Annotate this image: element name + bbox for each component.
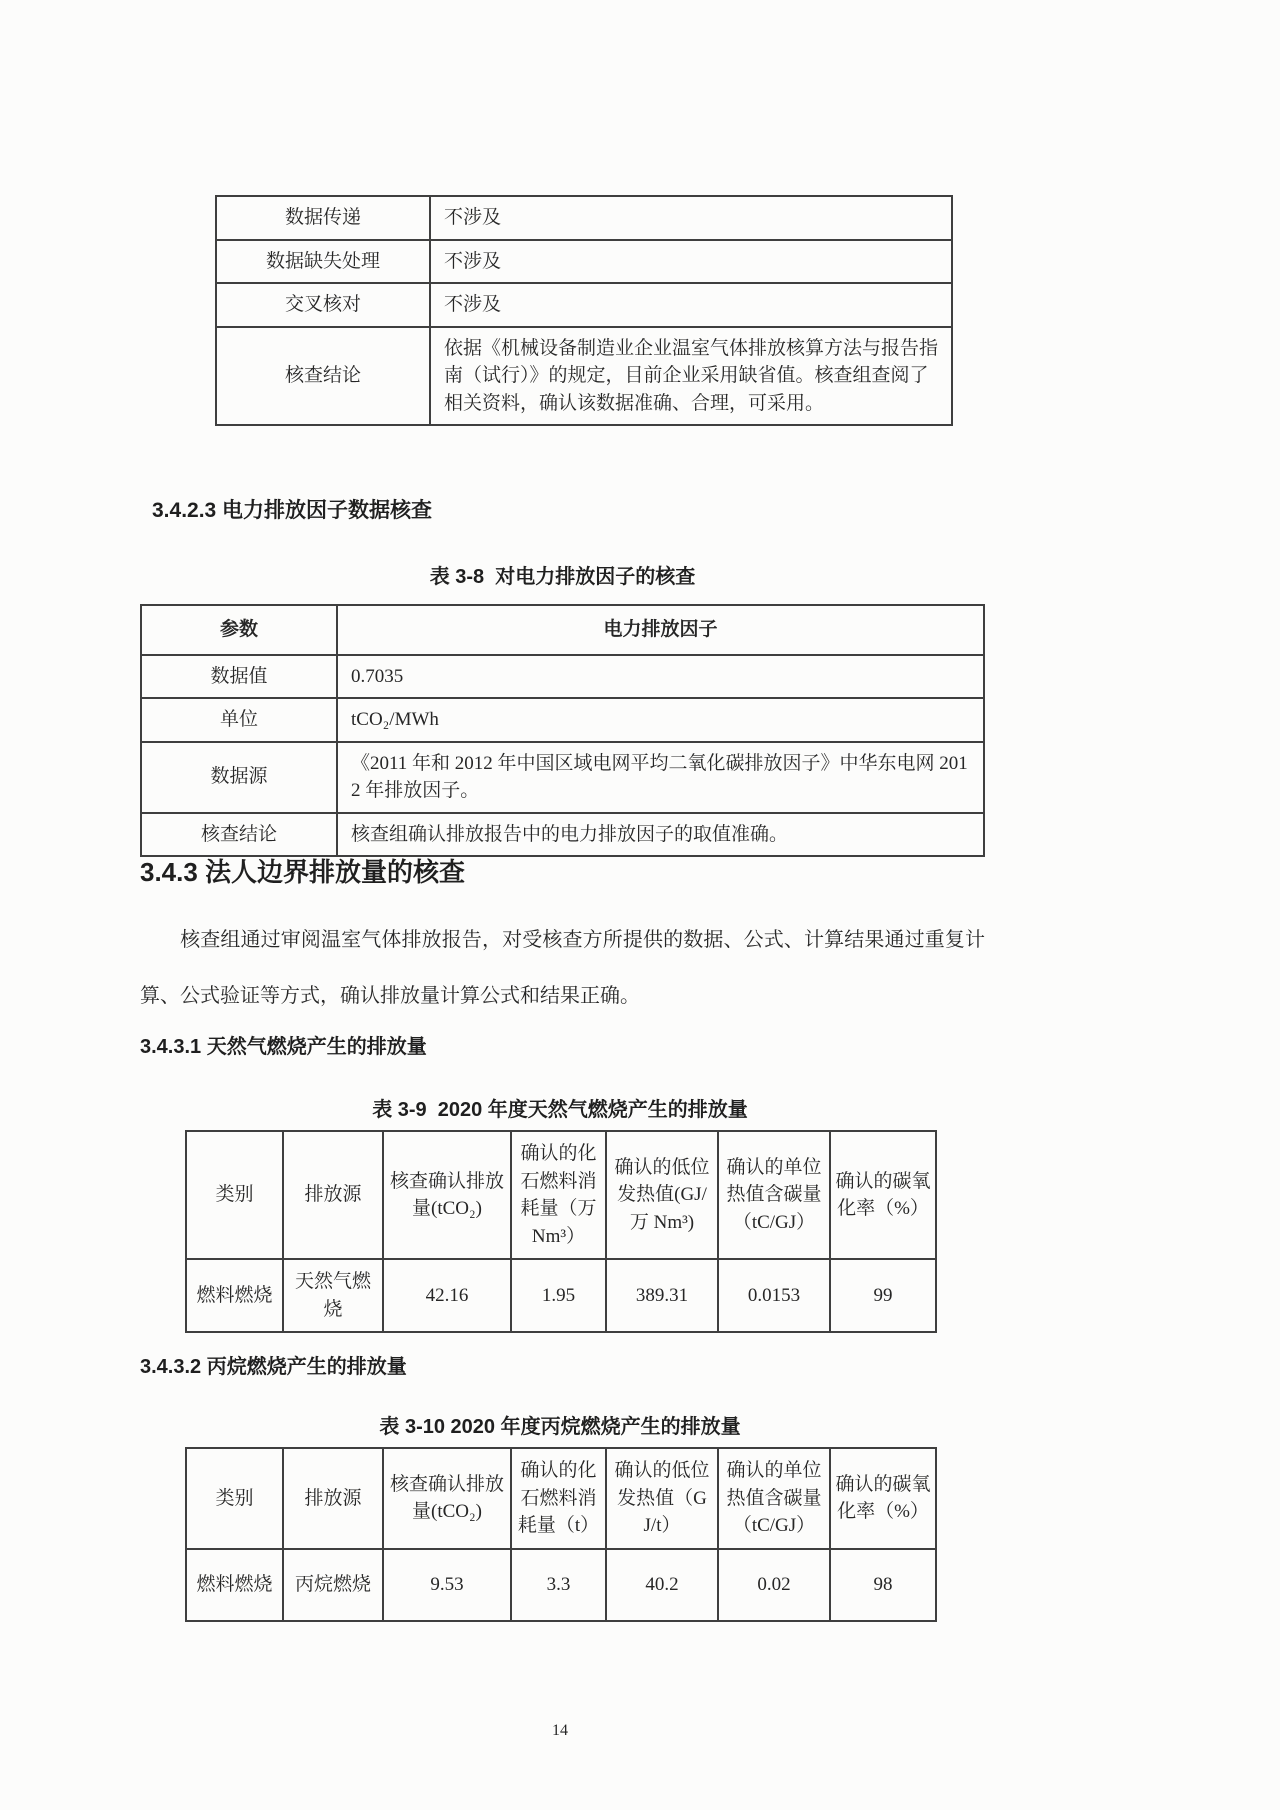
row-value: 依据《机械设备制造业企业温室气体排放核算方法与报告指南（试行）》的规定，目前企业采用缺省值。核查组查阅了相关资料，确认该数据准确、合理，可采用。 (430, 327, 952, 426)
cell-fuel-consumption: 3.3 (511, 1549, 606, 1621)
col-header: 类别 (186, 1448, 283, 1549)
col-header: 确认的化石燃料消耗量（t） (511, 1448, 606, 1549)
table-row (216, 327, 952, 426)
col-header: 核查确认排放量(tCO₂) (383, 1131, 511, 1259)
table-header-row (186, 1131, 936, 1259)
table-row (216, 240, 952, 284)
table-row (141, 813, 984, 857)
table-header-row (186, 1448, 936, 1549)
col-header: 排放源 (283, 1448, 383, 1549)
row-label: 数据源 (141, 742, 337, 813)
table-row (141, 655, 984, 699)
cell-carbon-content: 0.0153 (718, 1259, 830, 1332)
section-heading-3-4-2-3: 3.4.2.3 电力排放因子数据核查 (152, 499, 433, 522)
table-row (141, 742, 984, 813)
row-value: tCO₂/MWh (337, 698, 984, 742)
section-heading-3-4-3-1: 3.4.3.1 天然气燃烧产生的排放量 (140, 1036, 427, 1058)
table-data-row (186, 1259, 936, 1332)
col-header: 确认的碳氧化率（%） (830, 1448, 936, 1549)
paragraph-line-2: 重复计算、公式验证等方式，确认排放量计算公式和结果正确。 (140, 929, 985, 1007)
cell-category: 燃料燃烧 (186, 1259, 283, 1332)
col-header: 类别 (186, 1131, 283, 1259)
cell-heating-value: 389.31 (606, 1259, 718, 1332)
paragraph-line-1: 核查组通过审阅温室气体排放报告，对受核查方所提供的数据、公式、计算结果通过 (180, 929, 925, 951)
table-3-9 (185, 1130, 935, 1333)
table-row (141, 698, 984, 742)
col-header: 排放源 (283, 1131, 383, 1259)
row-value: 核查组确认排放报告中的电力排放因子的取值准确。 (337, 813, 984, 857)
table-3-9-title: 表 3-9 2020 年度天然气燃烧产生的排放量 (372, 1099, 748, 1121)
col-header: 确认的单位热值含碳量（tC/GJ） (718, 1448, 830, 1549)
table-3-10 (185, 1447, 935, 1622)
row-label: 数据传递 (216, 196, 430, 240)
cell-category: 燃料燃烧 (186, 1549, 283, 1621)
row-label: 核查结论 (141, 813, 337, 857)
cell-source: 丙烷燃烧 (283, 1549, 383, 1621)
cell-oxidation-rate: 99 (830, 1259, 936, 1332)
cell-emission: 9.53 (383, 1549, 511, 1621)
table-3-8-title: 表 3-8 对电力排放因子的核查 (429, 566, 696, 588)
row-label: 核查结论 (216, 327, 430, 426)
row-label: 单位 (141, 698, 337, 742)
cell-fuel-consumption: 1.95 (511, 1259, 606, 1332)
table-header-row (141, 605, 984, 655)
col-header: 核查确认排放量(tCO₂) (383, 1448, 511, 1549)
header-value: 电力排放因子 (337, 605, 984, 655)
cell-oxidation-rate: 98 (830, 1549, 936, 1621)
row-label: 交叉核对 (216, 283, 430, 327)
row-label: 数据值 (141, 655, 337, 699)
row-value: 《2011 年和 2012 年中国区域电网平均二氧化碳排放因子》中华东电网 2012 年排放因子。 (337, 742, 984, 813)
row-value: 0.7035 (337, 655, 984, 699)
row-label: 数据缺失处理 (216, 240, 430, 284)
cell-emission: 42.16 (383, 1259, 511, 1332)
col-header: 确认的化石燃料消耗量（万 Nm³） (511, 1131, 606, 1259)
table-row (216, 283, 952, 327)
section-heading-3-4-3: 3.4.3 法人边界排放量的核查 (140, 857, 466, 887)
table-continuation (215, 195, 953, 426)
col-header: 确认的低位发热值(GJ/万 Nm³) (606, 1131, 718, 1259)
table-3-10-title: 表 3-10 2020 年度丙烷燃烧产生的排放量 (379, 1416, 741, 1438)
row-value: 不涉及 (430, 196, 952, 240)
header-param: 参数 (141, 605, 337, 655)
table-row (216, 196, 952, 240)
row-value: 不涉及 (430, 283, 952, 327)
row-value: 不涉及 (430, 240, 952, 284)
section-heading-3-4-3-2: 3.4.3.2 丙烷燃烧产生的排放量 (140, 1356, 407, 1378)
col-header: 确认的单位热值含碳量（tC/GJ） (718, 1131, 830, 1259)
table-data-row (186, 1549, 936, 1621)
page-number: 14 (552, 1722, 568, 1739)
col-header: 确认的碳氧化率（%） (830, 1131, 936, 1259)
cell-heating-value: 40.2 (606, 1549, 718, 1621)
body-paragraph (140, 912, 985, 1024)
col-header: 确认的低位发热值（GJ/t） (606, 1448, 718, 1549)
cell-source: 天然气燃烧 (283, 1259, 383, 1332)
table-3-8 (140, 604, 985, 857)
cell-carbon-content: 0.02 (718, 1549, 830, 1621)
